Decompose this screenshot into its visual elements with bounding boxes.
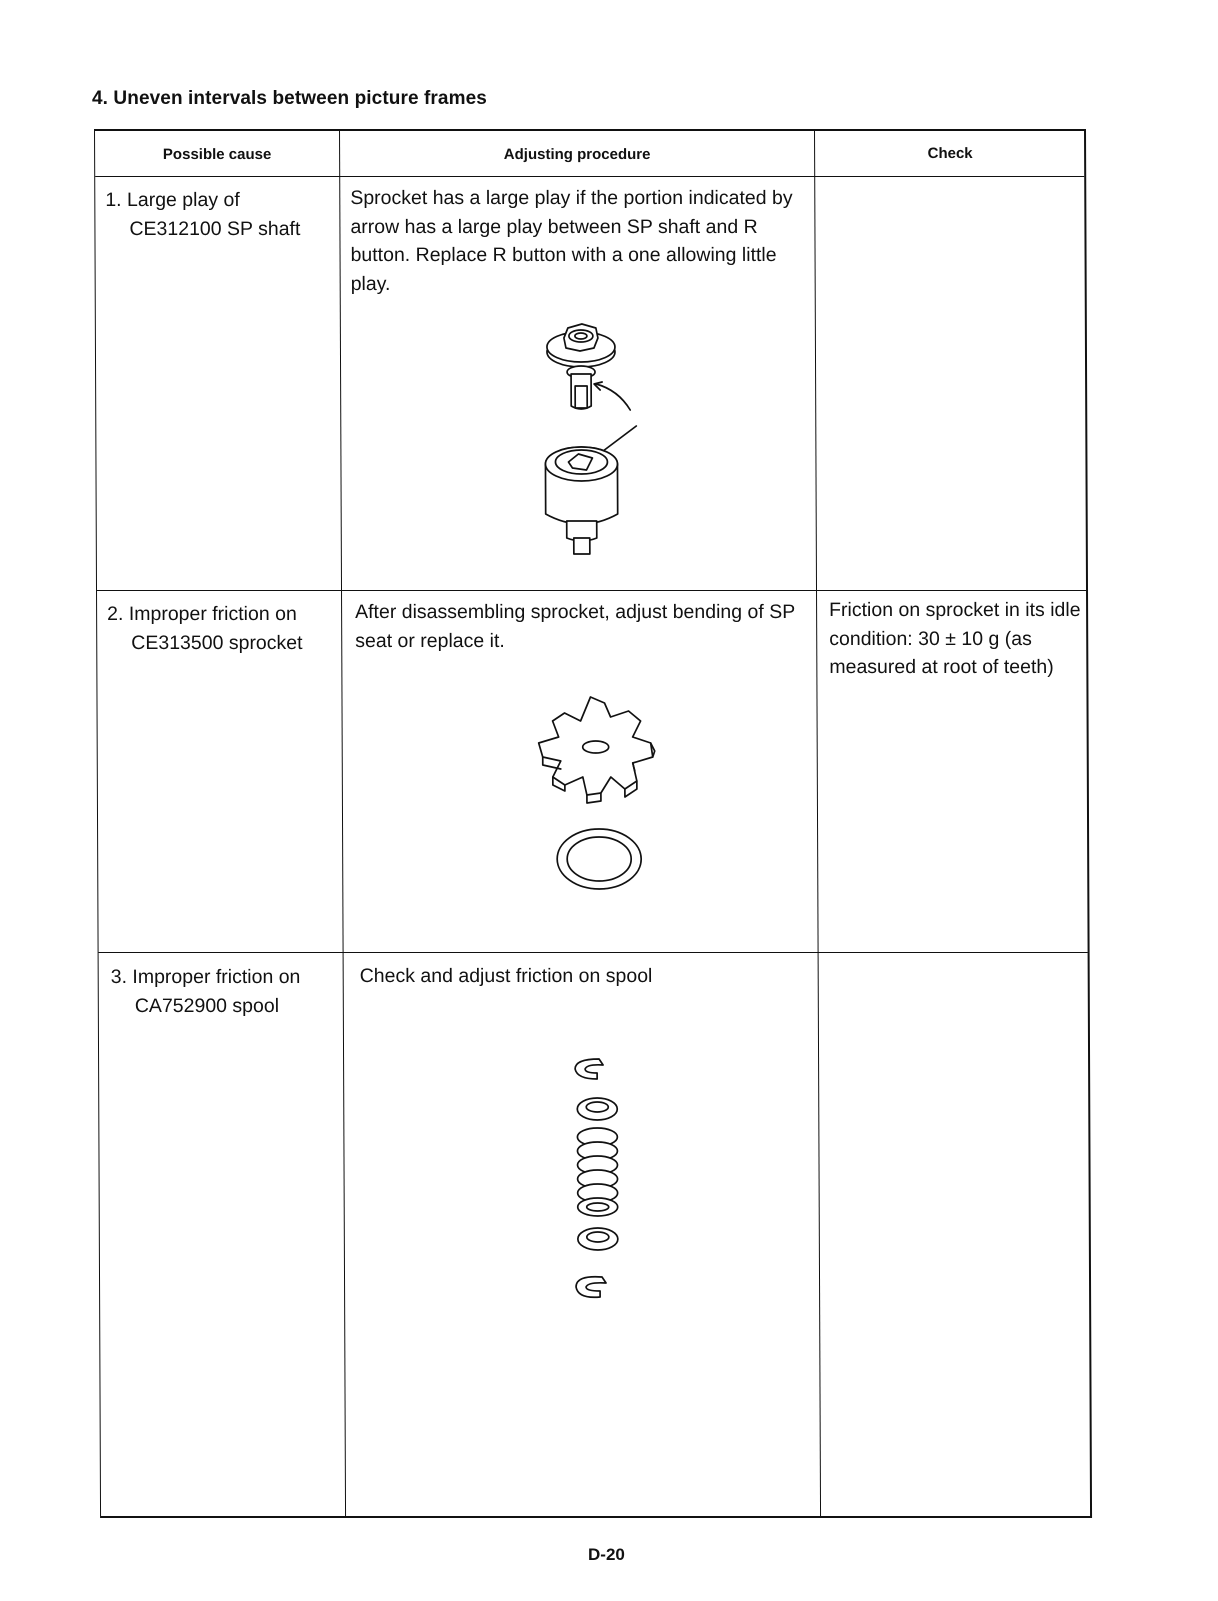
spool-friction-parts-icon — [565, 1051, 636, 1321]
header-check: Check — [927, 144, 973, 162]
header-adjusting-procedure: Adjusting procedure — [503, 146, 651, 163]
row-1-cause-line2: CE312100 SP shaft — [129, 217, 301, 240]
row-2-check: Friction on sprocket in its idle condition: 30 ± 10 g (as measured at root of teeth) — [829, 599, 1081, 679]
row-2-cause-line1: 2. Improper friction on — [107, 603, 297, 625]
row-1-cause — [105, 186, 335, 243]
row-2-cause — [107, 600, 337, 657]
row-2-procedure: After disassembling sprocket, adjust bending of SP seat or replace it. — [355, 601, 795, 652]
sp-shaft-and-r-button-icon — [526, 316, 657, 556]
column-divider — [814, 131, 821, 1516]
row-2-cause-line2: CE313500 sprocket — [131, 631, 303, 654]
column-divider — [339, 131, 346, 1516]
row-3-cause-line1: 3. Improper friction on — [110, 966, 301, 988]
row-3-cause — [111, 963, 341, 1020]
row-1-procedure: Sprocket has a large play if the portion indicated by arrow has a large play between SP shaft and R button. Replace R button with a one allowing little play. — [350, 187, 793, 295]
row-3-procedure: Check and adjust friction on spool — [359, 965, 653, 987]
row-1-cause-line1: 1. Large play of — [105, 189, 240, 211]
page-title: 4. Uneven intervals between picture frames — [92, 88, 487, 109]
row-divider — [99, 952, 1088, 953]
row-divider — [97, 590, 1086, 591]
troubleshooting-table — [94, 129, 1092, 1518]
row-3-cause-line2: CA752900 spool — [134, 994, 280, 1017]
page-number: D-20 — [588, 1545, 625, 1564]
sprocket-and-sp-seat-icon — [502, 691, 683, 921]
header-possible-cause: Possible cause — [162, 146, 272, 163]
